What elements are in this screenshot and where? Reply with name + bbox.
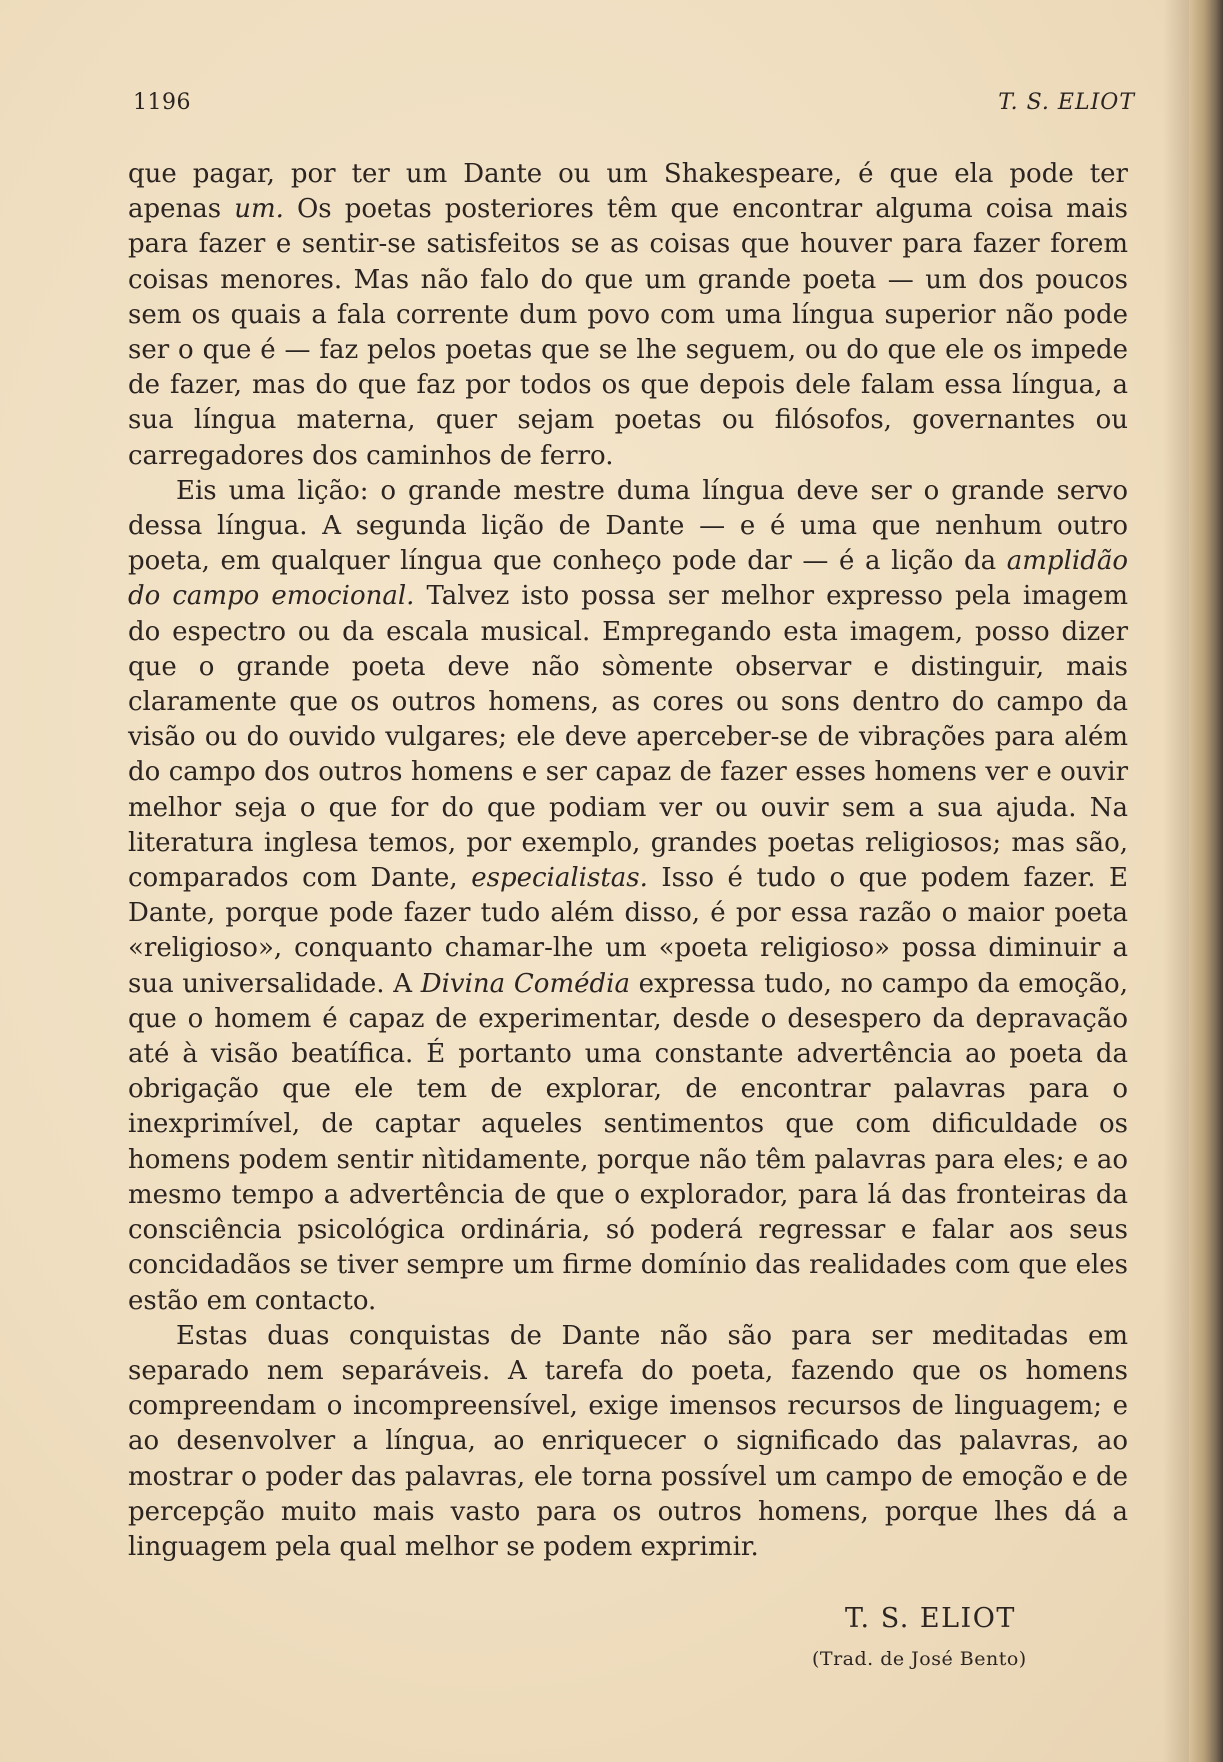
- paragraph-2-text-b: Talvez isto possa ser melhor expresso pela imagem do espectro ou da escala musical. Empregando esta imagem, posso dizer que o grande poeta deve não sòmente observar e distinguir, mais claramente que os outros homens, as cores ou sons dentro do campo da visão ou do ouvido vulgares; ele deve aperceber-se de vibrações para além do campo dos outros homens e ser capaz de fazer esses homens ver e ouvir melhor seja o que for do que podiam ver ou ouvir sem a sua ajuda. Na literatura inglesa temos, por exemplo, grandes poetas religiosos; mas são, comparados com Dante,: [128, 581, 1128, 894]
- signature-block: [760, 1601, 1140, 1691]
- paragraph-2-emphasis-c: Divina Comédia: [420, 968, 630, 999]
- paragraph-2-text-d: expressa tudo, no campo da emoção, que o homem é capaz de experimentar, desde o desespero da depravação até à visão beatífica. É portanto uma constante advertência ao poeta da obrigação que ele tem de explorar, de encontrar palavras para o inexprimível, de captar aqueles sentimentos que com dificuldade os homens podem sentir nìtidamente, porque não têm palavras para eles; e ao mesmo tempo a advertência de que o explorador, para lá das fronteiras da consciência psicológica ordinária, só poderá regressar e falar aos seus concidadãos se tiver sempre um firme domínio das realidades com que eles estão em contacto.: [128, 968, 1128, 1316]
- running-head: [133, 88, 1135, 118]
- page-curve-shadow: [1163, 0, 1189, 1762]
- book-spine: [1189, 0, 1223, 1762]
- paragraph-1-text-b: Os poetas posteriores têm que encontrar alguma coisa mais para fazer e sentir-se satisfeitos se as coisas que houver para fazer forem coisas menores. Mas não falo do que um grande poeta — um dos poucos sem os quais a fala corrente dum povo com uma língua superior não pode ser o que é — faz pelos poetas que se lhe seguem, ou do que ele os impede de fazer, mas do que faz por todos os que depois dele falam essa língua, a sua língua materna, quer sejam poetas ou filósofos, governantes ou carregadores dos caminhos de ferro.: [128, 194, 1128, 471]
- paragraph-3: Estas duas conquistas de Dante não são para ser meditadas em separado nem separáveis. A tarefa do poeta, fazendo que os homens compreendam o incompreensível, exige imensos recursos de linguagem; e ao desenvolver a língua, ao enriquecer o significado das palavras, ao mostrar o poder das palavras, ele torna possível um campo de emoção e de percepção muito mais vasto para os outros homens, porque lhes dá a linguagem pela qual melhor se podem exprimir.: [128, 1320, 1128, 1562]
- running-author: T. S. ELIOT: [998, 90, 1135, 115]
- paragraph-2: [128, 474, 1128, 1319]
- paragraph-1-text-a: que pagar, por ter um Dante ou um Shakespeare, é que ela pode ter apenas: [128, 159, 1128, 225]
- translator-credit: (Trad. de José Bento): [812, 1648, 1027, 1670]
- paragraph-1: [128, 157, 1128, 474]
- page-number: 1196: [133, 90, 191, 115]
- body-text: [128, 157, 1128, 1565]
- paragraph-2-emphasis-b: especialistas.: [471, 863, 648, 894]
- paragraph-2-text-a: Eis uma lição: o grande mestre duma língua deve ser o grande servo dessa língua. A segunda lição de Dante — e é uma que nenhum outro poeta, em qualquer língua que conheço pode dar — é a lição da: [128, 475, 1128, 577]
- author-signature: T. S. ELIOT: [845, 1603, 1016, 1634]
- paragraph-2-emphasis-a: amplidão do campo emocional.: [128, 546, 1128, 612]
- paragraph-1-emphasis: um.: [234, 194, 284, 225]
- paragraph-2-text-c: Isso é tudo o que podem fazer. E Dante, porque pode fazer tudo além disso, é por essa razão o maior poeta «religioso», conquanto chamar-lhe um «poeta religioso» possa diminuir a sua universalidade. A: [128, 863, 1128, 999]
